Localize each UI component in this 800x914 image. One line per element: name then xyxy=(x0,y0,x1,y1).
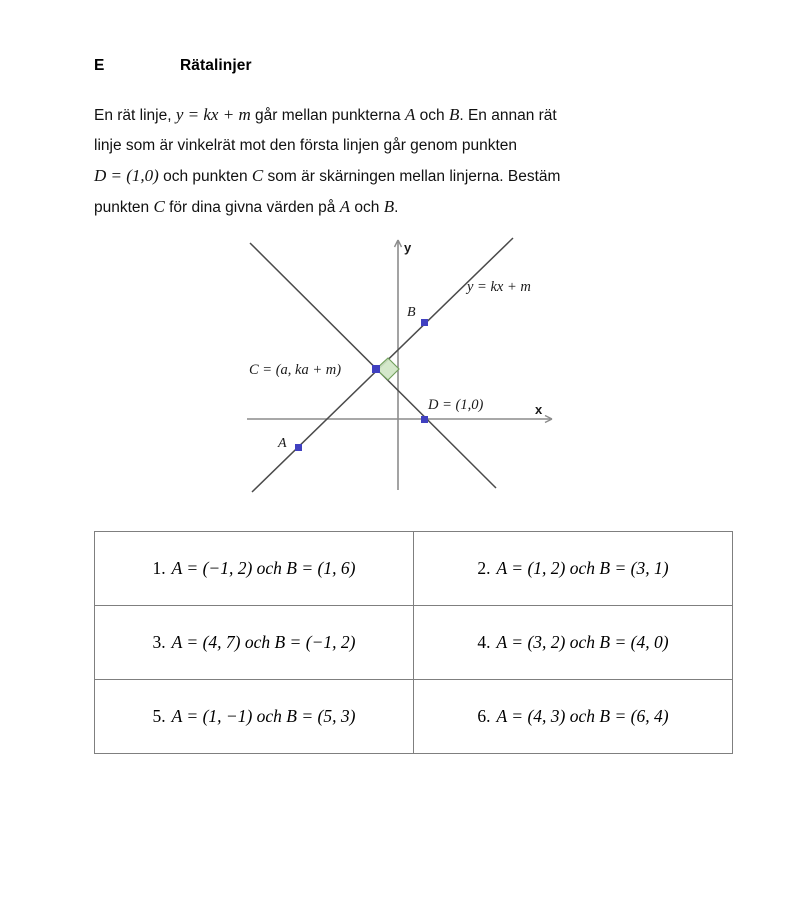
point-c-symbol: C xyxy=(153,197,165,216)
statement-text: . En annan rät xyxy=(459,107,557,124)
table-row xyxy=(95,606,733,680)
statement-text: och xyxy=(415,107,449,124)
option-number: 5. xyxy=(152,706,166,726)
exercise-title: Rätalinjer xyxy=(180,57,252,74)
statement-text: En rät linje, xyxy=(94,107,176,124)
point-d-label: D = (1,0) xyxy=(428,397,484,413)
option-number: 1. xyxy=(152,558,166,578)
option-body: A = (3, 2) och B = (4, 0) xyxy=(496,632,669,652)
exercise-code: E xyxy=(94,57,105,74)
x-axis xyxy=(247,416,552,423)
answer-option-6[interactable] xyxy=(414,680,733,754)
option-body: A = (1, 2) och B = (3, 1) xyxy=(496,558,669,578)
point-a-marker xyxy=(295,444,302,451)
option-body: A = (4, 7) och B = (−1, 2) xyxy=(171,632,356,652)
option-number: 4. xyxy=(477,632,491,652)
statement-text: går mellan punkterna xyxy=(250,107,405,124)
statement-text: . xyxy=(394,199,399,216)
option-number: 6. xyxy=(477,706,491,726)
table-row xyxy=(95,680,733,754)
point-b-marker xyxy=(421,319,428,326)
answer-option-3[interactable] xyxy=(95,606,414,680)
point-b-symbol: B xyxy=(448,105,460,124)
option-body: A = (1, −1) och B = (5, 3) xyxy=(171,706,356,726)
option-body: A = (4, 3) och B = (6, 4) xyxy=(496,706,669,726)
point-d-definition: D = (1,0) xyxy=(94,166,159,185)
point-b-label: B xyxy=(407,305,416,320)
statement-text: och punkten xyxy=(158,168,252,185)
answer-option-1[interactable] xyxy=(95,532,414,606)
statement-line-1 xyxy=(94,100,706,131)
statement-line-3 xyxy=(94,161,706,192)
point-c-label: C = (a, ka + m) xyxy=(249,362,342,378)
equation-inline: y = kx + m xyxy=(175,105,251,124)
point-b-symbol: B xyxy=(383,197,395,216)
statement-line-4 xyxy=(94,192,706,223)
line-equation-label: y = kx + m xyxy=(467,279,531,295)
answer-option-5[interactable] xyxy=(95,680,414,754)
point-d-marker xyxy=(421,416,428,423)
statement-text: som är skärningen mellan linjerna. Bestäm xyxy=(263,168,561,185)
answer-options-table xyxy=(94,531,733,754)
option-number: 3. xyxy=(152,632,166,652)
y-axis-label: y xyxy=(404,240,412,255)
point-a-symbol: A xyxy=(404,105,416,124)
answer-option-4[interactable] xyxy=(414,606,733,680)
statement-text: för dina givna värden på xyxy=(164,199,340,216)
table-row xyxy=(95,532,733,606)
point-a-symbol: A xyxy=(339,197,351,216)
answer-option-2[interactable] xyxy=(414,532,733,606)
statement-line-2: linje som är vinkelrät mot den första linjen går genom punkten xyxy=(94,137,518,154)
x-axis-label: x xyxy=(535,402,543,417)
option-number: 2. xyxy=(477,558,491,578)
statement-text: och xyxy=(350,199,384,216)
point-c-symbol: C xyxy=(251,166,264,185)
statement-text: punkten xyxy=(94,199,154,216)
problem-statement xyxy=(94,100,706,223)
point-c-marker xyxy=(372,365,380,373)
point-a-label: A xyxy=(278,436,287,451)
option-body: A = (−1, 2) och B = (1, 6) xyxy=(171,558,356,578)
coordinate-diagram xyxy=(232,228,572,500)
page-title xyxy=(94,57,694,75)
